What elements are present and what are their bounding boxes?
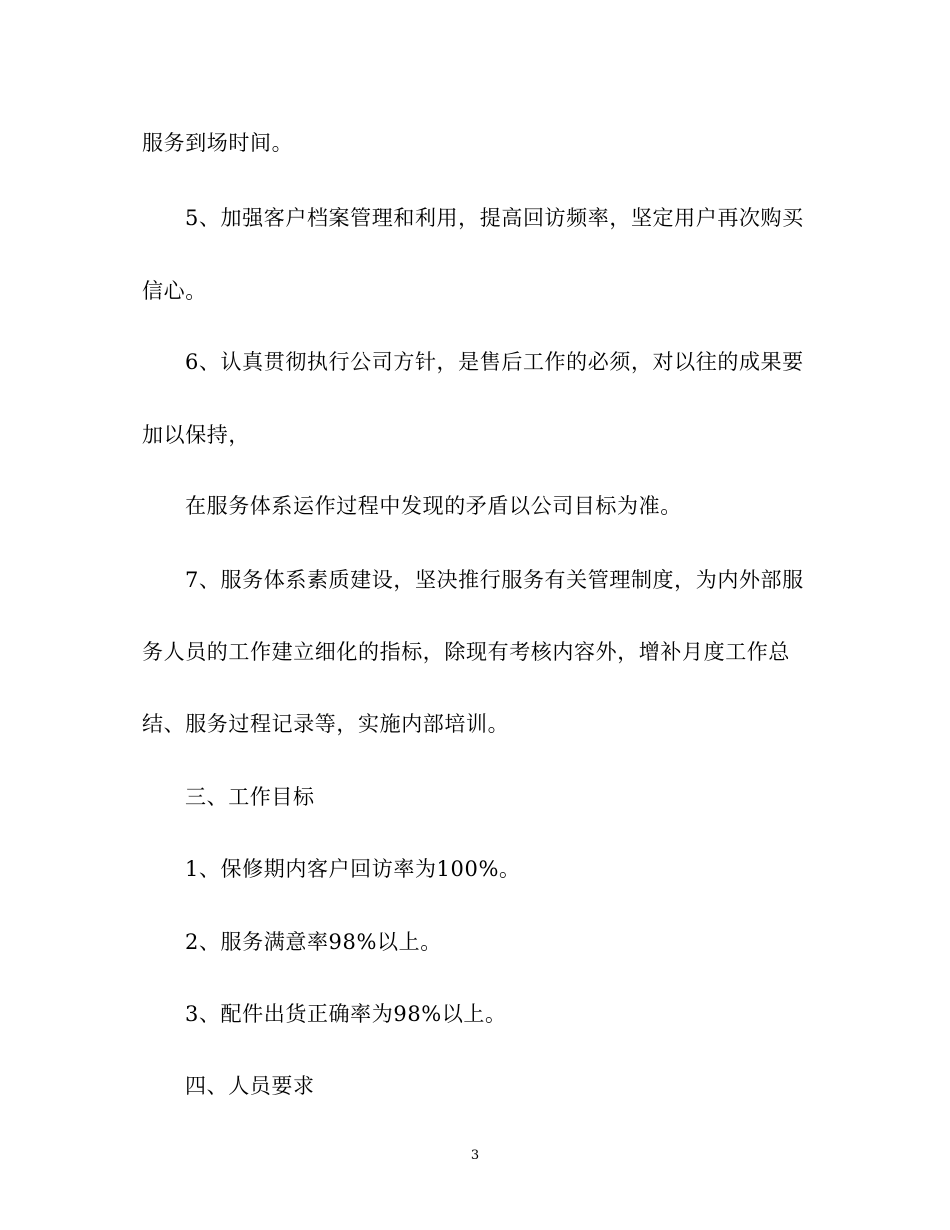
text-line: 1、保修期内客户回访率为100%。: [185, 857, 521, 881]
text-line: 5、加强客户档案管理和利用，提高回访频率，坚定用户再次购买: [185, 206, 804, 230]
text-line: 6、认真贯彻执行公司方针，是售后工作的必须，对以往的成果要: [185, 350, 804, 374]
text-line: 信心。: [142, 279, 207, 303]
text-line: 加以保持，: [142, 423, 250, 447]
text-line: 7、服务体系素质建设，坚决推行服务有关管理制度，为内外部服: [185, 568, 804, 592]
section-heading: 三、工作目标: [185, 785, 315, 809]
text-line: 3、配件出货正确率为98%以上。: [185, 1002, 507, 1026]
text-line: 务人员的工作建立细化的指标，除现有考核内容外，增补月度工作总: [142, 640, 790, 664]
text-line: 在服务体系运作过程中发现的矛盾以公司目标为准。: [185, 494, 682, 518]
text-line: 服务到场时间。: [142, 131, 294, 155]
text-line: 结、服务过程记录等，实施内部培训。: [142, 712, 510, 736]
section-heading: 四、人员要求: [185, 1074, 315, 1098]
page-number: 3: [470, 1148, 480, 1163]
text-line: 2、服务满意率98%以上。: [185, 930, 442, 954]
